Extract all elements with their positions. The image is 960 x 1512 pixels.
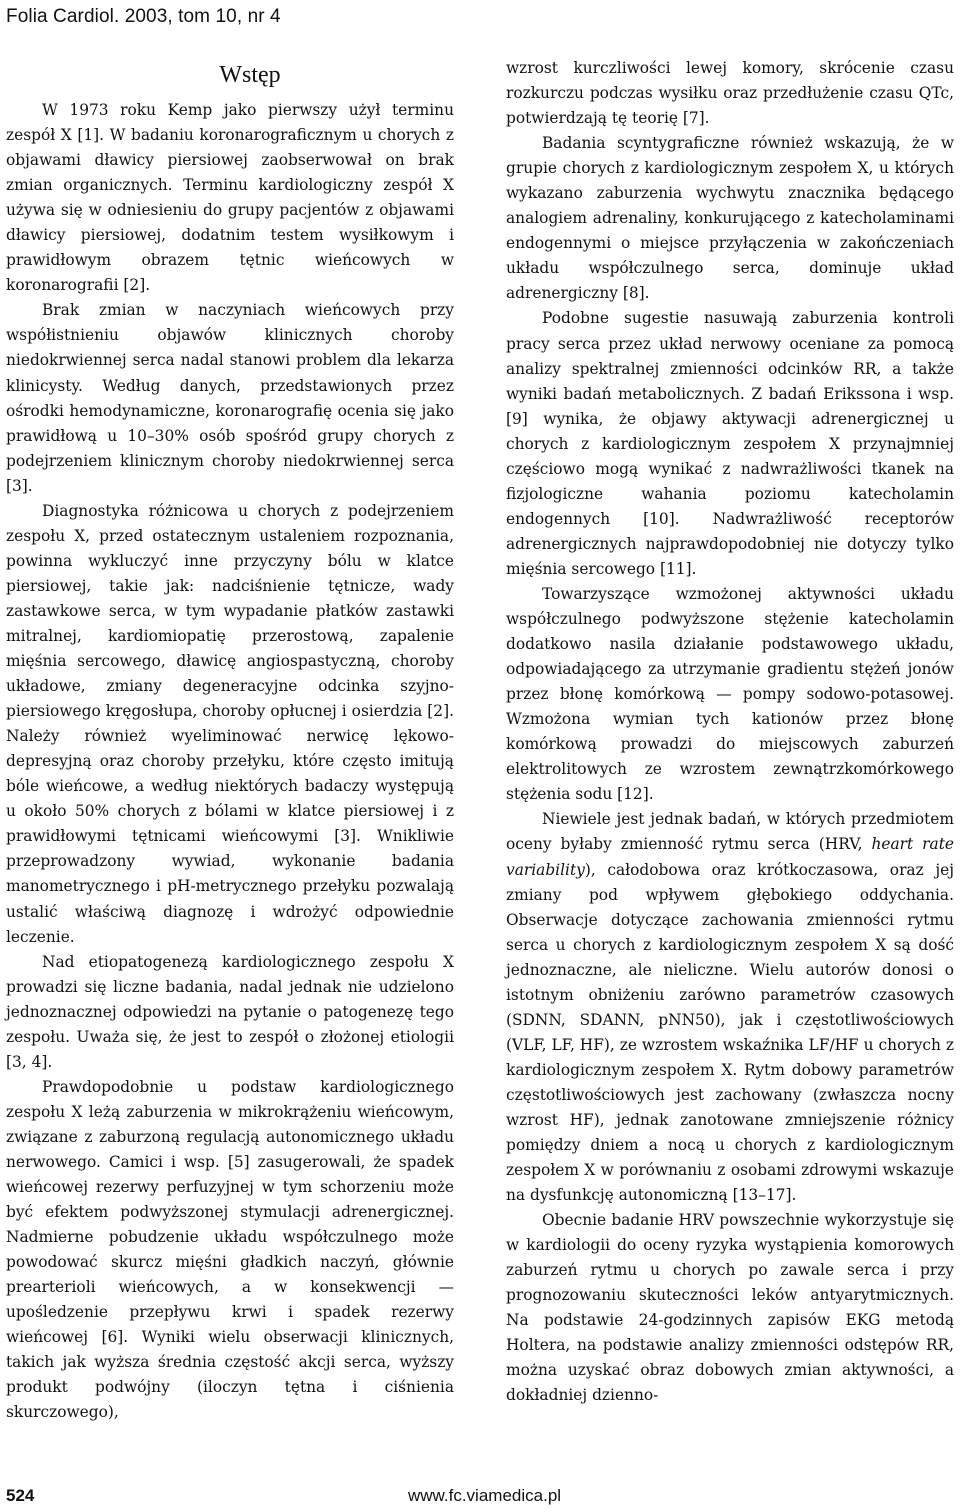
- paragraph: Nad etiopatogenezą kardiologicznego zespołu X prowadzi się liczne badania, nadal jednak nie udzielono jednoznacznej odpowiedzi na pytanie o patogenezę tego zespołu. Uważa się, że jest to zespół o złożonej etiologii [3, 4].: [6, 952, 454, 1071]
- left-column: [6, 60, 454, 1425]
- paragraph: Towarzyszące wzmożonej aktywności układu współczulnego podwyższone stężenie katecholamin dodatkowo nasila działanie podstawowego układu, odpowiadającego za utrzymanie gradientu stężeń jonów przez błonę komórkową — pompy sodowo-potasowej. Wzmożona wymian tych kationów przez błonę komórkową prowadzi do miejscowych zaburzeń elektrolitowych ze wzrostem zewnątrzkomórkowego stężenia sodu [12].: [506, 584, 954, 804]
- page-number: 524: [6, 1486, 35, 1505]
- running-head: Folia Cardiol. 2003, tom 10, nr 4: [6, 6, 281, 27]
- text-span: ), całodobowa oraz krótkoczasowa, oraz jej zmiany pod wpływem głębokiego oddychania. Obserwacje dotyczące zachowania zmienności rytmu serca u chorych z kardiologicznym zespołem X są dość jednoznaczne, ale nieliczne. Wielu autorów donosi o istotnym obniżeniu zarówno parametrów czasowych (SDNN, SDANN, pNN50), jak i częstotliwościowych (VLF, LF, HF), ze wzrostem wskaźnika LF/HF u chorych z kardiologicznym zespołem X. Rytm dobowy parametrów częstotliwościowych jest zachowany (zwłaszcza nocny wzrost HF), jednak zanotowane zmniejszenie różnicy pomiędzy dniem a nocą u chorych z kardiologicznym zespołem X w porównaniu z osobami zdrowymi wskazuje na dysfunkcję autonomiczną [13–17].: [506, 860, 954, 1205]
- section-heading: Wstęp: [219, 62, 281, 88]
- text-span: Niewiele jest jednak badań, w których przedmiotem oceny byłaby zmienność rytmu serca (HRV,: [506, 810, 954, 854]
- italic-term: heart rate variability: [506, 835, 954, 879]
- paragraph: Badania scyntygraficzne również wskazują, że w grupie chorych z kardiologicznym zespołem X, u których wykazano zaburzenia wychwytu znacznika będącego analogiem adrenaliny, konkurującego z katecholaminami endogennymi o miejsce przyłączenia w zakończeniach układu współczulnego serca, dominuje układ adrenergiczny [8].: [506, 134, 954, 303]
- paragraph: Brak zmian w naczyniach wieńcowych przy współistnieniu objawów klinicznych choroby niedokrwiennej serca nadal stanowi problem dla lekarza klinicysty. Według danych, przedstawionych przez ośrodki hemodynamiczne, koronarografię ocenia się jako prawidłową u 10–30% osób spośród grupy chorych z podejrzeniem klinicznym choroby niedokrwiennej serca [3].: [6, 301, 454, 495]
- paragraph: Podobne sugestie nasuwają zaburzenia kontroli pracy serca przez układ nerwowy oceniane za pomocą analizy spektralnej zmienności odcinków RR, a także wyniki badań metabolicznych. Z badań Erikssona i wsp. [9] wynika, że objawy aktywacji adrenergicznej u chorych z kardiologicznym zespołem X przynajmniej częściowo mogą wynikać z nadwrażliwości tkanek na fizjologiczne wahania poziomu katecholamin endogennych [10]. Nadwrażliwość receptorów adrenergicznych najprawdopodobniej nie dotyczy tylko mięśnia sercowego [11].: [506, 309, 954, 578]
- paragraph: Prawdopodobnie u podstaw kardiologicznego zespołu X leżą zaburzenia w mikrokrążeniu wieńcowym, związane z zaburzoną regulacją autonomicznego układu nerwowego. Camici i wsp. [5] zasugerowali, że spadek wieńcowej rezerwy perfuzyjnej w tym schorzeniu może być efektem podwyższonej stymulacji adrenergicznej. Nadmierne pobudzenie układu współczulnego może powodować skurcz mięśni gładkich naczyń, głównie prearterioli wieńcowych, a w konsekwencji — upośledzenie przepływu krwi i spadek rezerwy wieńcowej [6]. Wyniki wielu obserwacji klinicznych, takich jak wyższa średnia częstość akcji serca, wyższy produkt podwójny (iloczyn tętna i ciśnienia skurczowego),: [6, 1077, 454, 1422]
- journal-url[interactable]: www.fc.viamedica.pl: [408, 1486, 562, 1505]
- paragraph: Diagnostyka różnicowa u chorych z podejrzeniem zespołu X, przed ostatecznym ustaleniem rozpoznania, powinna wykluczyć inne przyczyny bólu w klatce piersiowej, takie jak: nadciśnienie tętnicze, wady zastawkowe serca, w tym wypadanie płatków zastawki mitralnej, kardiomiopatię przerostową, zapalenie mięśnia sercowego, dławicę angiospastyczną, choroby układowe, zmiany degeneracyjne odcinka szyjno-piersiowego kręgosłupa, choroby opłucnej i osierdzia [2]. Należy również wyeliminować nerwicę lękowo-depresyjną oraz choroby przełyku, które często imitują bóle wieńcowe, a według niektórych badaczy występują u około 50% chorych z bólami w klatce piersiowej i z prawidłowymi tętnicami wieńcowymi [3]. Wnikliwie przeprowadzony wywiad, wykonanie badania manometrycznego i pH-metrycznego przełyku pozwalają ustalić właściwą diagnozę i wdrożyć odpowiednie leczenie.: [6, 501, 454, 946]
- right-column: [506, 56, 954, 1409]
- paragraph: W 1973 roku Kemp jako pierwszy użył terminu zespół X [1]. W badaniu koronarograficznym u chorych z objawami dławicy piersiowej zaobserwował on brak zmian organicznych. Terminu kardiologiczny zespół X używa się w odniesieniu do grupy pacjentów z objawami dławicy piersiowej, dodatnim testem wysiłkowym i prawidłowym obrazem tętnic wieńcowych w koronarografii [2].: [6, 101, 454, 295]
- paragraph: Obecnie badanie HRV powszechnie wykorzystuje się w kardiologii do oceny ryzyka wystąpienia komorowych zaburzeń rytmu u chorych po zawale serca i przy prognozowaniu skuteczności leków antyarytmicznych. Na podstawie 24-godzinnych zapisów EKG metodą Holtera, na podstawie analizy zmienności odstępów RR, można uzyskać obraz dobowych zmian aktywności, a dokładniej dzienno-: [506, 1211, 954, 1405]
- paragraph-continued: wzrost kurczliwości lewej komory, skrócenie czasu rozkurczu podczas wysiłku oraz przedłużenie czasu QTc, potwierdzają tę teorię [7].: [506, 59, 954, 128]
- paragraph-hrv: [506, 807, 954, 1208]
